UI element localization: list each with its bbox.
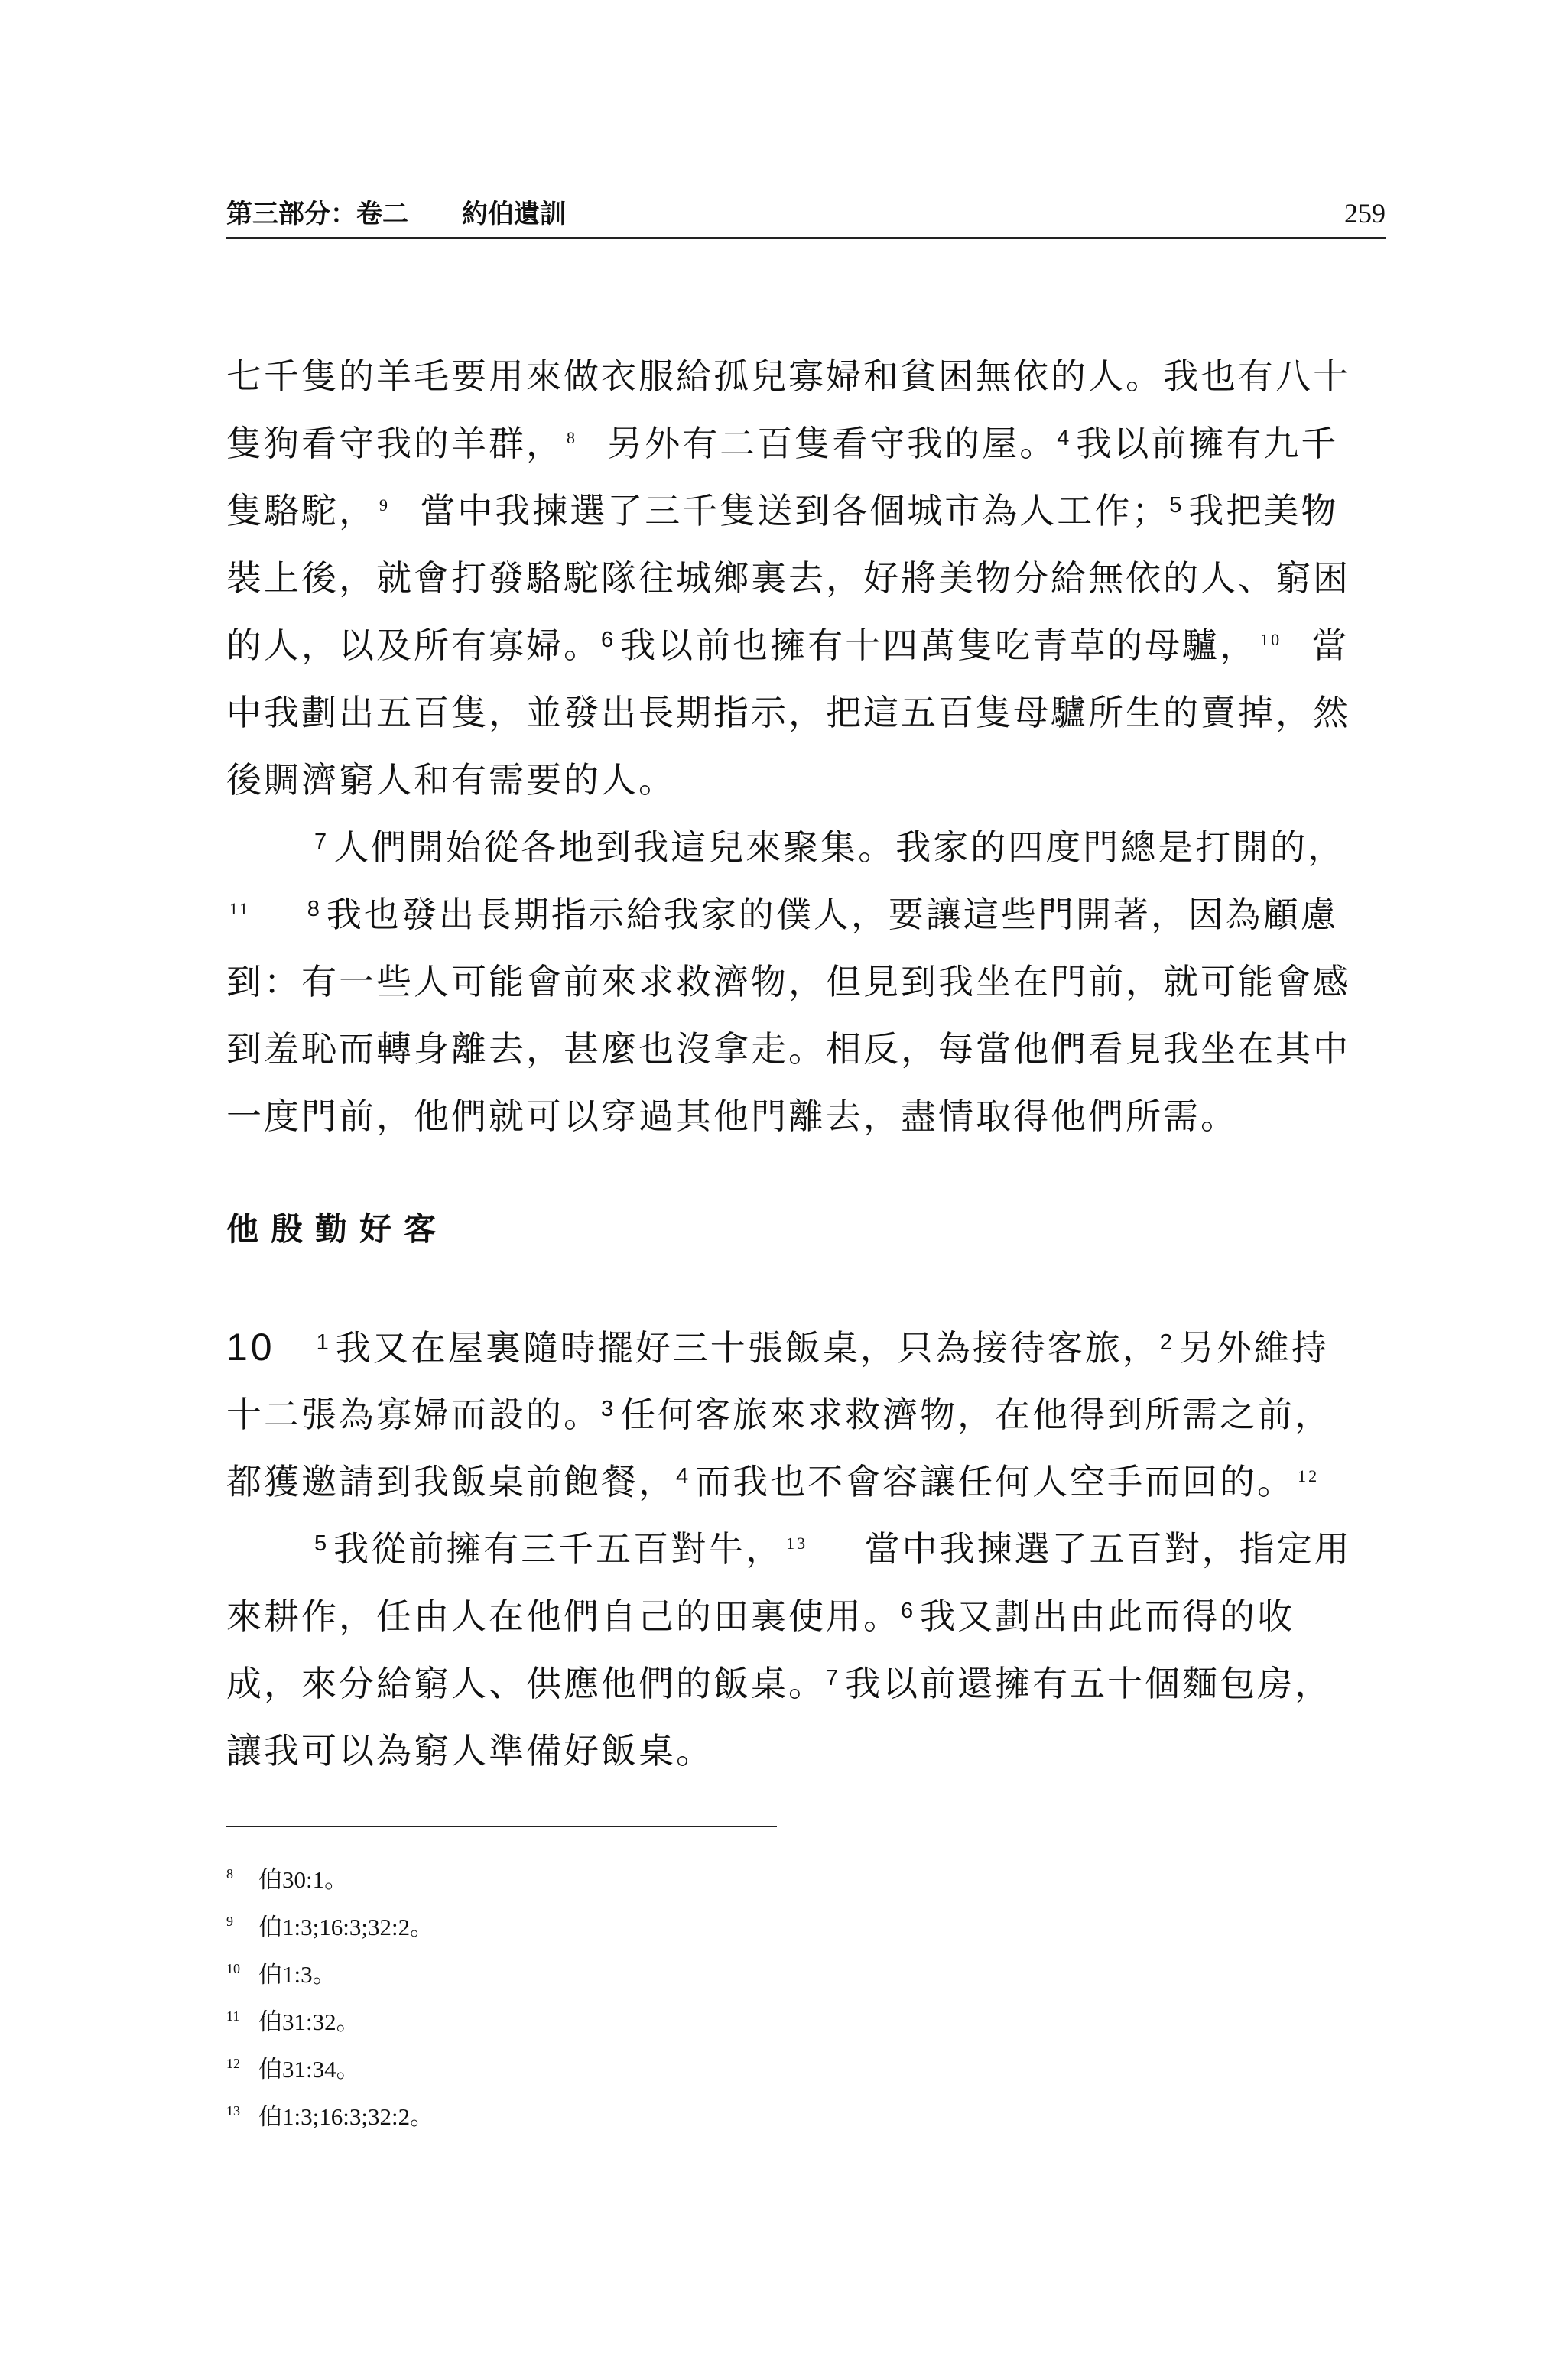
footnote-number: 13 bbox=[226, 2103, 240, 2119]
verse-number: 6 bbox=[901, 1599, 916, 1623]
footnote-item bbox=[226, 2040, 434, 2087]
footnote-item bbox=[226, 1850, 434, 1898]
verse-number: 5 bbox=[1169, 493, 1184, 518]
text-line: 一度門前，他們就可以穿過其他門離去，盡情取得他們所需。 bbox=[226, 1096, 1238, 1137]
verse-number: 7 bbox=[826, 1666, 841, 1690]
verse-number: 8 bbox=[307, 897, 322, 921]
verse-number: 3 bbox=[601, 1397, 616, 1421]
text-line: $^7$ 人們開始從各地到我這兒來聚集。我家的四度門總是打開的， bbox=[314, 826, 1346, 868]
main-text bbox=[226, 343, 1386, 1150]
footnote-number: 9 bbox=[226, 1914, 233, 1929]
footnotes bbox=[226, 1850, 434, 2135]
footnote-ref: 13 bbox=[786, 1534, 808, 1553]
text-line: 成，來分給窮人、供應他們的飯桌。$^7$ 我以前還擁有五十個麵包房， bbox=[226, 1663, 1333, 1704]
text-line: $^{11}$ $^8$ 我也發出長期指示給我家的僕人，要讓這些門開著，因為顧慮 bbox=[229, 894, 1338, 935]
running-header bbox=[226, 190, 1386, 239]
footnote-item bbox=[226, 2087, 434, 2135]
verse-number: 6 bbox=[601, 628, 616, 652]
footnote-item bbox=[226, 1992, 434, 2040]
text-line: 到羞恥而轉身離去，甚麼也沒拿走。相反，每當他們看見我坐在其中 bbox=[226, 1028, 1350, 1070]
footnote-ref: 11 bbox=[229, 899, 251, 918]
footnote-number: 12 bbox=[226, 2056, 240, 2071]
footnote-ref: 8 bbox=[567, 428, 577, 447]
main-text-2 bbox=[226, 1313, 1386, 1784]
text-line: 到：有一些人可能會前來求救濟物，但見到我坐在門前，就可能會感 bbox=[226, 961, 1350, 1002]
footnote-text: 伯1:3。 bbox=[258, 1961, 336, 1988]
page-number: 259 bbox=[1344, 198, 1386, 229]
paragraph-2 bbox=[226, 813, 1386, 1150]
text-line: $^5$ 我從前擁有三千五百對牛， $^{13}$ 當中我揀選了五百對，指定用 bbox=[314, 1528, 1352, 1570]
paragraph-4 bbox=[226, 1515, 1386, 1784]
verse-number: 7 bbox=[314, 830, 330, 854]
verse-number: 4 bbox=[676, 1464, 691, 1489]
text-line: 讓我可以為窮人準備好飯桌。 bbox=[226, 1730, 713, 1771]
footnote-ref: 12 bbox=[1298, 1466, 1320, 1485]
text-line: 中我劃出五百隻，並發出長期指示，把這五百隻母驢所生的賣掉，然 bbox=[226, 692, 1350, 733]
verse-number: 5 bbox=[314, 1531, 330, 1556]
footnote-number: 11 bbox=[226, 2008, 240, 2024]
text-line: 十二張為寡婦而設的。$^3$ 任何客旅來求救濟物，在他得到所需之前， bbox=[226, 1394, 1333, 1435]
header-book: 約伯遺訓 bbox=[462, 199, 566, 229]
section-heading: 他殷勤好客 bbox=[226, 1210, 449, 1248]
footnote-text: 伯31:34。 bbox=[258, 2056, 360, 2083]
footnote-divider bbox=[226, 1826, 777, 1827]
verse-number: 1 bbox=[316, 1330, 331, 1355]
text-line: 裝上後，就會打發駱駝隊往城鄉裏去，好將美物分給無依的人、窮困 bbox=[226, 557, 1350, 599]
verse-number: 4 bbox=[1057, 426, 1072, 450]
footnote-text: 伯31:32。 bbox=[258, 2008, 360, 2035]
paragraph-3 bbox=[226, 1313, 1386, 1515]
text-line: 隻狗看守我的羊群， $^8$ 另外有二百隻看守我的屋。$^4$ 我以前擁有九千 bbox=[226, 423, 1339, 464]
text-line: 的人，以及所有寡婦。$^6$ 我以前也擁有十四萬隻吃青草的母驢， $^{10}$ 當 bbox=[226, 625, 1350, 666]
footnote-ref: 10 bbox=[1260, 630, 1282, 649]
chapter-number: 10 bbox=[226, 1326, 275, 1369]
paragraph-1 bbox=[226, 343, 1386, 813]
footnote-number: 8 bbox=[226, 1866, 233, 1882]
text-line: 來耕作，任由人在他們自己的田裏使用。$^6$ 我又劃出由此而得的收 bbox=[226, 1596, 1295, 1637]
text-line: 10 $^1$ 我又在屋裏隨時擺好三十張飯桌，只為接待客旅，$^2$ 另外維持 bbox=[226, 1326, 1329, 1369]
text-line: 都獲邀請到我飯桌前飽餐，$^4$ 而我也不會容讓任何人空手而回的。 $^{12}$ bbox=[226, 1461, 1320, 1502]
verse-number: 2 bbox=[1159, 1330, 1174, 1355]
footnote-number: 10 bbox=[226, 1961, 240, 1976]
footnote-item bbox=[226, 1945, 434, 1992]
text-line: 隻駱駝， $^9$ 當中我揀選了三千隻送到各個城市為人工作；$^5$ 我把美物 bbox=[226, 490, 1339, 531]
footnote-text: 伯1:3;16:3;32:2。 bbox=[258, 1914, 434, 1940]
footnote-text: 伯1:3;16:3;32:2。 bbox=[258, 2103, 434, 2130]
footnote-text: 伯30:1。 bbox=[258, 1866, 349, 1893]
footnote-ref: 9 bbox=[379, 495, 390, 515]
text-line: 七千隻的羊毛要用來做衣服給孤兒寡婦和貧困無依的人。我也有八十 bbox=[226, 356, 1350, 397]
footnote-item bbox=[226, 1898, 434, 1945]
text-line: 後賙濟窮人和有需要的人。 bbox=[226, 759, 676, 800]
header-part: 第三部分：卷二 bbox=[226, 199, 408, 229]
header-title bbox=[226, 193, 566, 230]
